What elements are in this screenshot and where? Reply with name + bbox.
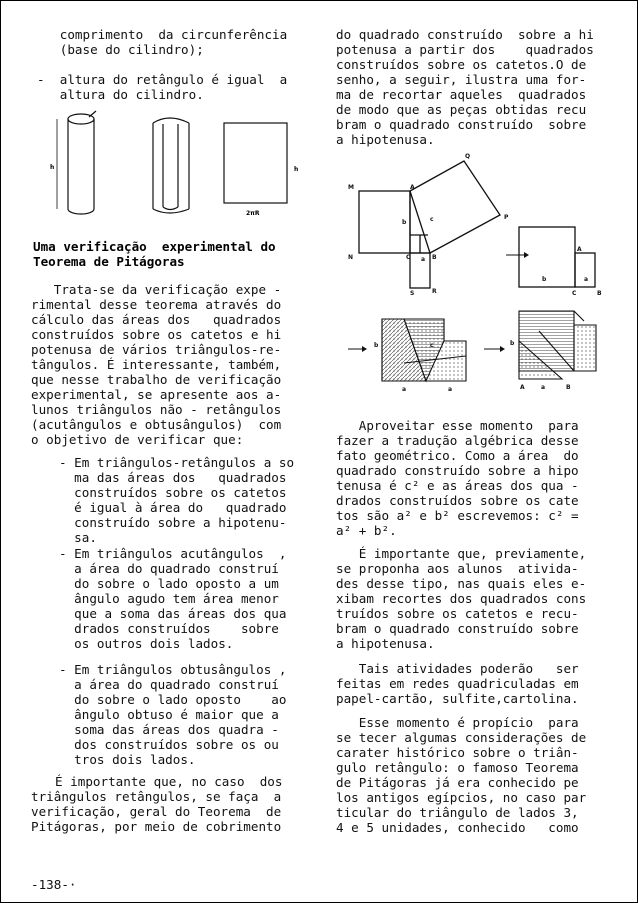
text-line: truídos sobre os catetos e recu- [336,606,579,621]
label-b-piece: b [374,342,379,349]
label-c-piece: c [430,342,434,349]
label-s: S [410,290,415,297]
text-line: ângulo agudo tem área menor [59,591,279,606]
section-title-line-2: Teorema de Pitágoras [33,254,185,269]
label-b: b [402,219,407,226]
left-intro-line-5: altura do cilindro. [37,87,204,102]
label-n: N [348,254,354,261]
text-line: soma das áreas dos quadra - [59,722,279,737]
page-number: -138-· [31,877,77,892]
text-line: construídos sobre os catetos e hi [31,327,282,342]
rect-height-label: h [294,166,299,173]
text-line: Aproveitar esse momento para [336,418,579,433]
text-line: verificação, geral do Teorema de [31,804,282,819]
text-line: a hipotenusa. [336,132,435,147]
cylinder-icon [68,111,96,214]
text-line: do quadrado construído sobre a hi [336,27,594,42]
left-intro-line-2: (base do cilindro); [37,42,204,57]
label-a-side-piece: a [541,384,546,391]
text-line: o objetivo de verificar que: [31,432,244,447]
label-a-side: a [421,256,426,263]
text-line: é igual à área do quadrado [59,500,287,515]
text-line: triângulos retângulos, se faça a [31,789,282,804]
text-line: Trata-se da verificação expe - [31,282,282,297]
text-line: quadrado construído sobre a hipo [336,463,579,478]
text-line: experimental, se apresente aos a- [31,387,282,402]
rect-width-label: 2πR [246,210,260,217]
text-line: de Pitágoras já era conhecido pe [336,775,579,790]
text-line: - Em triângulos obtusângulos , [59,662,287,677]
label-b-vertex-piece: B [566,384,571,391]
text-line: los antigos egípcios, no caso par [336,790,587,805]
text-line: que nesse trabalho de verificação [31,372,282,387]
label-c: c [430,216,434,223]
text-line: construídos sobre os catetos.O de [336,57,587,72]
label-b-vertex: B [432,254,437,261]
text-line: - Em triângulos-retângulos a so [59,455,295,470]
text-line: des desse tipo, nas quais eles e- [336,576,587,591]
text-line: de modo que as peças obtidas recu [336,102,587,117]
text-line: construído sobre a hipotenu- [59,515,287,530]
label-b-piece-right: b [510,340,515,347]
left-intro-line-1: comprimento da circunferência [37,27,288,42]
text-line: rimental desse teorema através do [31,297,282,312]
text-line: se proponha aos alunos ativida- [336,561,579,576]
text-line: potenusa a partir dos quadrados [336,42,594,57]
label-a-piece-1: a [402,386,407,393]
text-line: dos construídos sobre os ou [59,737,279,752]
label-q: Q [465,153,471,160]
label-b-vertex-right: B [597,290,602,297]
rectangle-shape [224,123,287,203]
height-label: h [50,164,55,171]
label-a: A [410,184,415,191]
label-a-right: A [577,246,582,253]
label-p: P [504,214,509,221]
label-a-vertex-piece: A [520,384,525,391]
text-line: potenusa de vários triângulos-re- [31,342,282,357]
label-c-vertex: C [406,254,411,261]
dissection-figure [344,301,619,396]
text-line: os outros dois lados. [59,636,234,651]
text-line: ma de recortar aqueles quadrados [336,87,587,102]
label-a-small-right: a [584,276,589,283]
text-line: bram o quadrado construído sobre [336,621,579,636]
text-line: É importante que, no caso dos [55,774,283,789]
text-line: feitas em redes quadriculadas em [336,676,579,691]
text-line: Tais atividades poderão ser [336,661,579,676]
section-title-line-1: Uma verificação experimental do [33,239,276,254]
text-line: ticular do triângulo de lados 3, [336,805,579,820]
text-line: tos são a² e b² escrevemos: c² = [336,508,579,523]
text-line: construídos sobre os catetos [59,485,287,500]
text-line: do sobre o lado oposto a um [59,576,279,591]
text-line: Pitágoras, por meio de cobrimento [31,819,282,834]
text-line: tros dois lados. [59,752,196,767]
text-line: bram o quadrado construído sobre [336,117,587,132]
text-line: gulo retângulo: o famoso Teorema [336,760,579,775]
text-line: sa. [59,530,97,545]
text-line: a hipotenusa. [336,636,435,651]
pythagoras-squares-figure [344,149,619,297]
text-line: drados construídos sobre os cate [336,493,579,508]
text-line: fazer a tradução algébrica desse [336,433,579,448]
text-line: se tecer algumas considerações de [336,730,587,745]
text-line: fato geométrico. Como a área do [336,448,579,463]
text-line: a área do quadrado construí [59,561,279,576]
label-m: M [348,184,354,191]
text-line: cálculo das áreas dos quadrados [31,312,282,327]
text-line: ma das áreas dos quadrados [59,470,287,485]
text-line: drados construídos sobre [59,621,279,636]
text-line: xibam recortes dos quadrados cons [336,591,587,606]
label-c-right: C [572,290,577,297]
text-line: papel-cartão, sulfite,cartolina. [336,691,579,706]
text-line: a área do quadrado construí [59,677,279,692]
text-line: carater histórico sobre o triân- [336,745,579,760]
opened-cylinder-icon [153,118,189,213]
text-line: tângulos. É interessante, também, [31,357,282,372]
label-b-right: b [542,276,547,283]
text-line: 4 e 5 unidades, conhecido como [336,820,579,835]
label-r: R [432,288,437,295]
text-line: lunos triângulos não - retângulos [31,402,282,417]
text-line: Esse momento é propício para [336,715,579,730]
label-a-piece-2: a [448,386,453,393]
text-line: tenusa é c² e as áreas dos qua - [336,478,579,493]
text-line: que a soma das áreas dos qua [59,606,287,621]
text-line: - Em triângulos acutângulos , [59,546,287,561]
text-line: (acutângulos e obtusângulos) com [31,417,282,432]
text-line: senho, a seguir, ilustra uma for- [336,72,587,87]
text-line: do sobre o lado oposto ao [59,692,287,707]
text-line: É importante que, previamente, [336,546,587,561]
cylinder-figure [41,109,311,224]
left-intro-line-4: - altura do retângulo é igual a [37,72,288,87]
text-line: a² + b². [336,523,397,538]
text-line: ângulo obtuso é maior que a [59,707,279,722]
